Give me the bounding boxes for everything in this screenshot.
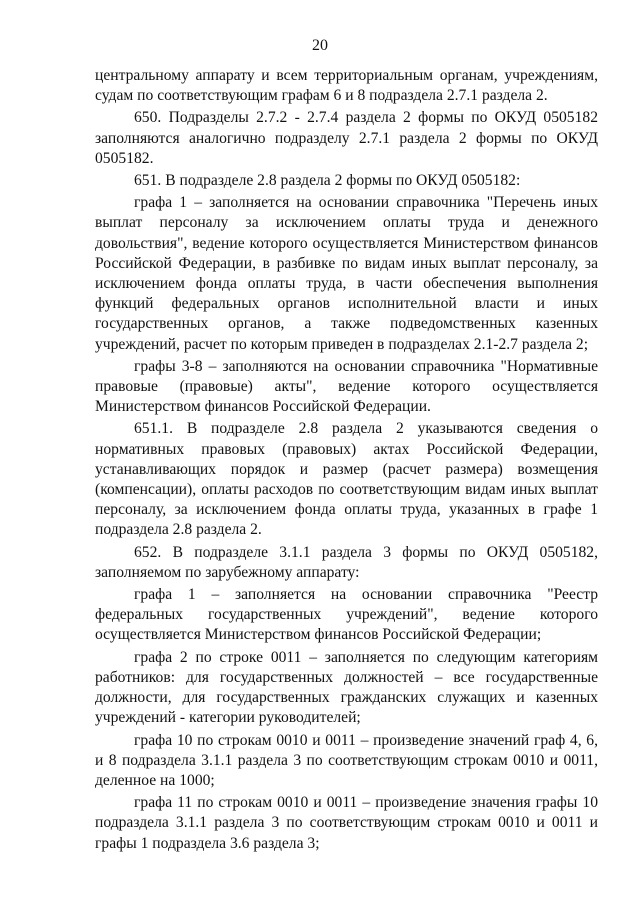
paragraph-650: 650. Подразделы 2.7.2 - 2.7.4 раздела 2 формы по ОКУД 0505182 заполняются аналогично подразделу 2.7.1 раздела 2 формы по ОКУД 0505182. (95, 109, 598, 167)
paragraph-651-1: 651.1. В подразделе 2.8 раздела 2 указываются сведения о нормативных правовых (правовых) актах Российской Федерации, устанавливающих порядок и размер (расчет размера) возмещения (компенсации), оплаты расходов по соответствующим видам иных выплат персоналу, за исключением фонда оплаты труда, указанных в графе 1 подраздела 2.8 раздела 2. (95, 420, 598, 539)
paragraph-continuation: центральному аппарату и всем территориальным органам, учреждениям, судам по соответствующим графам 6 и 8 подраздела 2.7.1 раздела 2. (95, 67, 598, 105)
paragraph-651-graph-1: графа 1 – заполняется на основании справочника "Перечень иных выплат персоналу за исключением оплаты труда и денежного довольствия", ведение которого осуществляется Министерством финансов Российской Федерации, в разбивке по видам иных выплат персоналу, за исключением фонда оплаты труда, в части обеспечения выполнения функций федеральных органов исполнительной власти и иных государственных органов, а также подведомственных казенных учреждений, расчет по которым приведен в подразделах 2.1-2.7 раздела 2; (95, 194, 598, 353)
page-number: 20 (312, 37, 328, 54)
paragraph-652-graph-1: графа 1 – заполняется на основании справочника "Реестр федеральных государственных учреждений", ведение которого осуществляется Министерством финансов Российской Федерации; (95, 586, 598, 644)
paragraph-652-graph-2: графа 2 по строке 0011 – заполняется по следующим категориям работников: для государственных должностей – все государственные должности, для государственных гражданских служащих и казенных учреждений - категории руководителей; (95, 648, 598, 727)
paragraph-652-graph-11: графа 11 по строкам 0010 и 0011 – произведение значения графы 10 подраздела 3.1.1 раздела 3 по соответствующим строкам 0010 и 0011 и графы 1 подраздела 3.6 раздела 3; (95, 794, 598, 852)
paragraph-651-graphs-3-8: графы 3-8 – заполняются на основании справочника "Нормативные правовые (правовые) акты", ведение которого осуществляется Министерством финансов Российской Федерации. (95, 357, 598, 416)
paragraph-651: 651. В подразделе 2.8 раздела 2 формы по ОКУД 0505182: (134, 172, 521, 190)
paragraph-652: 652. В подразделе 3.1.1 раздела 3 формы по ОКУД 0505182, заполняемом по зарубежному аппарату: (95, 543, 598, 581)
paragraph-652-graph-10: графа 10 по строкам 0010 и 0011 – произведение значений граф 4, 6, и 8 подраздела 3.1.1 раздела 3 по соответствующим строкам 0010 и 0011, деленное на 1000; (95, 731, 598, 789)
document-body (95, 66, 598, 854)
